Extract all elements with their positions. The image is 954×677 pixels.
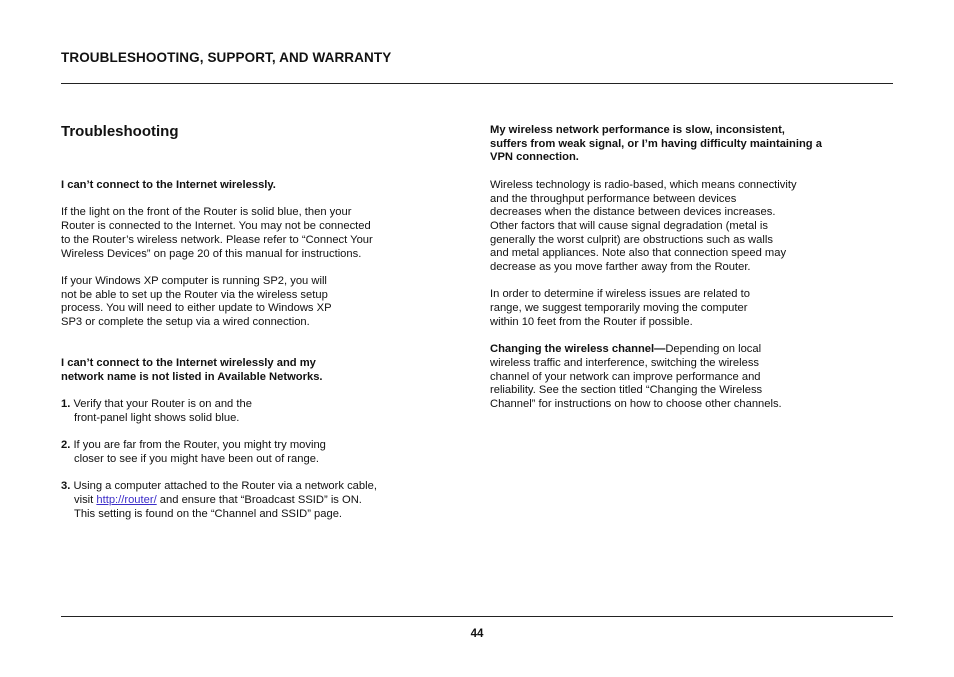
numbered-step-1 — [61, 398, 441, 425]
header-divider — [61, 83, 893, 84]
paragraph-line: If your Windows XP computer is running SP2, you will — [61, 274, 327, 287]
step-text: front-panel light shows solid blue. — [74, 411, 240, 424]
section-heading: Troubleshooting — [61, 123, 179, 140]
question-heading-2 — [61, 357, 441, 384]
question-heading-3 — [490, 124, 890, 165]
left-column — [61, 123, 441, 521]
step-text: If you are far from the Router, you might try moving — [73, 439, 326, 452]
paragraph-wireless-channel — [490, 343, 890, 412]
paragraph-line: wireless traffic and interference, switching the wireless — [490, 356, 760, 369]
paragraph-line: Router is connected to the Internet. You may not be connected — [61, 220, 371, 233]
paragraph-line: If the light on the front of the Router is solid blue, then your — [61, 206, 352, 219]
paragraph-line: not be able to set up the Router via the wireless setup — [61, 288, 328, 301]
paragraph-solid-blue — [61, 206, 441, 261]
paragraph-line: Wireless Devices” on page 20 of this manual for instructions. — [61, 247, 362, 260]
paragraph-line: channel of your network can improve performance and — [490, 370, 761, 383]
question-heading-line: VPN connection. — [490, 151, 579, 164]
paragraph-line: to the Router’s wireless network. Please refer to “Connect Your — [61, 233, 373, 246]
paragraph-line: process. You will need to either update to Windows XP — [61, 302, 332, 315]
paragraph-line: SP3 or complete the setup via a wired connection. — [61, 316, 310, 328]
paragraph-radio-based — [490, 179, 890, 275]
paragraph-windows-xp — [61, 275, 441, 330]
paragraph-line: within 10 feet from the Router if possible. — [490, 315, 693, 328]
paragraph-line: Depending on local — [665, 343, 762, 356]
question-heading-1 — [61, 179, 441, 193]
footer-divider — [61, 616, 893, 617]
step-text: closer to see if you might have been out of range. — [74, 452, 320, 465]
numbered-step-2 — [61, 439, 441, 466]
paragraph-line: generally the worst culprit) are obstructions such as walls — [490, 233, 773, 246]
paragraph-line: reliability. See the section titled “Changing the Wireless — [490, 384, 763, 397]
step-number: 2. — [61, 439, 71, 452]
step-text: visit — [74, 494, 97, 507]
paragraph-line: Other factors that will cause signal degradation (metal is — [490, 219, 768, 232]
question-heading-line: I can’t connect to the Internet wirelessly. — [61, 179, 276, 191]
paragraph-line: and the throughput performance between devices — [490, 192, 737, 205]
paragraph-range — [490, 288, 890, 329]
right-column — [490, 124, 890, 412]
paragraph-line: Wireless technology is radio-based, which means connectivity — [490, 178, 797, 191]
numbered-step-3 — [61, 480, 441, 521]
step-text: and ensure that “Broadcast SSID” is ON. — [156, 494, 362, 507]
step-number: 1. — [61, 398, 71, 411]
step-text: Using a computer attached to the Router via a network cable, — [73, 480, 377, 493]
question-heading-line: suffers from weak signal, or I’m having difficulty maintaining a — [490, 137, 822, 150]
question-heading-line: My wireless network performance is slow, inconsistent, — [490, 124, 785, 136]
question-heading-line: network name is not listed in Available Networks. — [61, 370, 323, 383]
step-number: 3. — [61, 480, 71, 493]
paragraph-line: decreases when the distance between devices increases. — [490, 206, 776, 219]
paragraph-line: and metal appliances. Note also that connection speed may — [490, 247, 787, 260]
router-link[interactable]: http://router/ — [96, 494, 157, 507]
page-header-title: TROUBLESHOOTING, SUPPORT, AND WARRANTY — [61, 50, 392, 65]
paragraph-line: decrease as you move farther away from the Router. — [490, 261, 751, 274]
page-number: 44 — [470, 628, 484, 640]
paragraph-line: range, we suggest temporarily moving the computer — [490, 302, 748, 315]
paragraph-lead: Changing the wireless channel— — [490, 343, 666, 356]
question-heading-line: I can’t connect to the Internet wirelessly and my — [61, 357, 316, 370]
paragraph-line: In order to determine if wireless issues are related to — [490, 288, 750, 301]
step-text: Verify that your Router is on and the — [73, 398, 252, 411]
paragraph-line: Channel” for instructions on how to choose other channels. — [490, 398, 782, 411]
step-text: This setting is found on the “Channel and SSID” page. — [74, 507, 343, 520]
